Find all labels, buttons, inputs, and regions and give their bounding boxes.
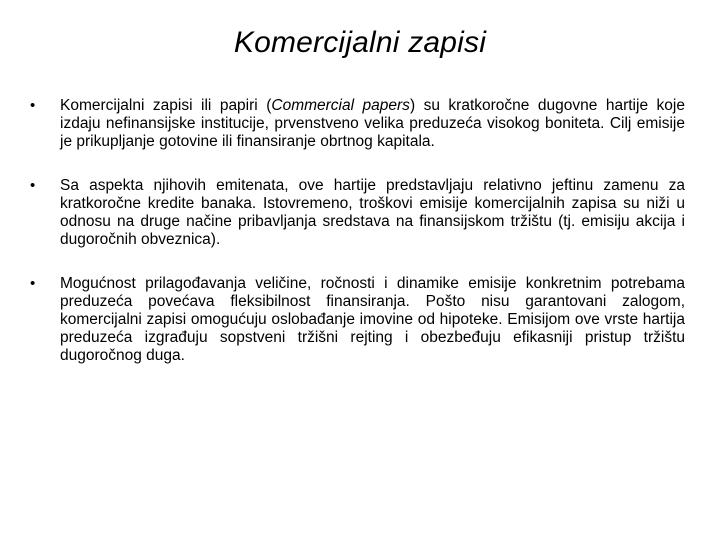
- slide-title: Komercijalni zapisi: [233, 26, 487, 59]
- bullet-point-icon: •: [30, 177, 36, 194]
- bullet-text-italic-term: Commercial papers: [271, 97, 410, 114]
- bullet-item-commercial-papers: [30, 97, 685, 151]
- bullet-point-icon: •: [30, 97, 36, 114]
- bullet-text: Mogućnost prilagođavanja veličine, ročnosti i dinamike emisije konkretnim potrebama preduzeća povećava fleksibilnost finansiranja. Pošto nisu garantovani zalogom, komercijalni zapisi omogućuju oslobađanje imovine od hipoteke. Emisijom ove vrste hartija preduzeća izgrađuju sopstveni tržišni rejting i obezbeđuju efikasniji pristup tržištu dugoročnog duga.: [60, 275, 685, 364]
- bullet-text: [60, 97, 685, 150]
- bullet-point-icon: •: [30, 275, 36, 292]
- bullet-item-flexibility: [30, 275, 685, 365]
- bullet-text-end: ) su kratkoročne dugovne hartije koje izdaju nefinansijske institucije, prvenstveno velika preduzeća visokog boniteta. Cilj emisije je prikupljanje gotovine ili finansiranje obrtnog kapitala.: [60, 97, 685, 150]
- bullet-text: Sa aspekta njihovih emitenata, ove hartije predstavljaju relativno jeftinu zamenu za kratkoročne kredite banaka. Istovremeno, troškovi emisije komercijalnih zapisa su niži u odnosu na druge načine pribavljanja sredstava na finansijskom tržištu (tj. emisiju akcija i dugoročnih obveznica).: [60, 177, 685, 248]
- bullet-text-start: Komercijalni zapisi ili papiri (: [60, 97, 272, 114]
- bullet-list: [30, 97, 685, 391]
- bullet-item-issuers: [30, 177, 685, 249]
